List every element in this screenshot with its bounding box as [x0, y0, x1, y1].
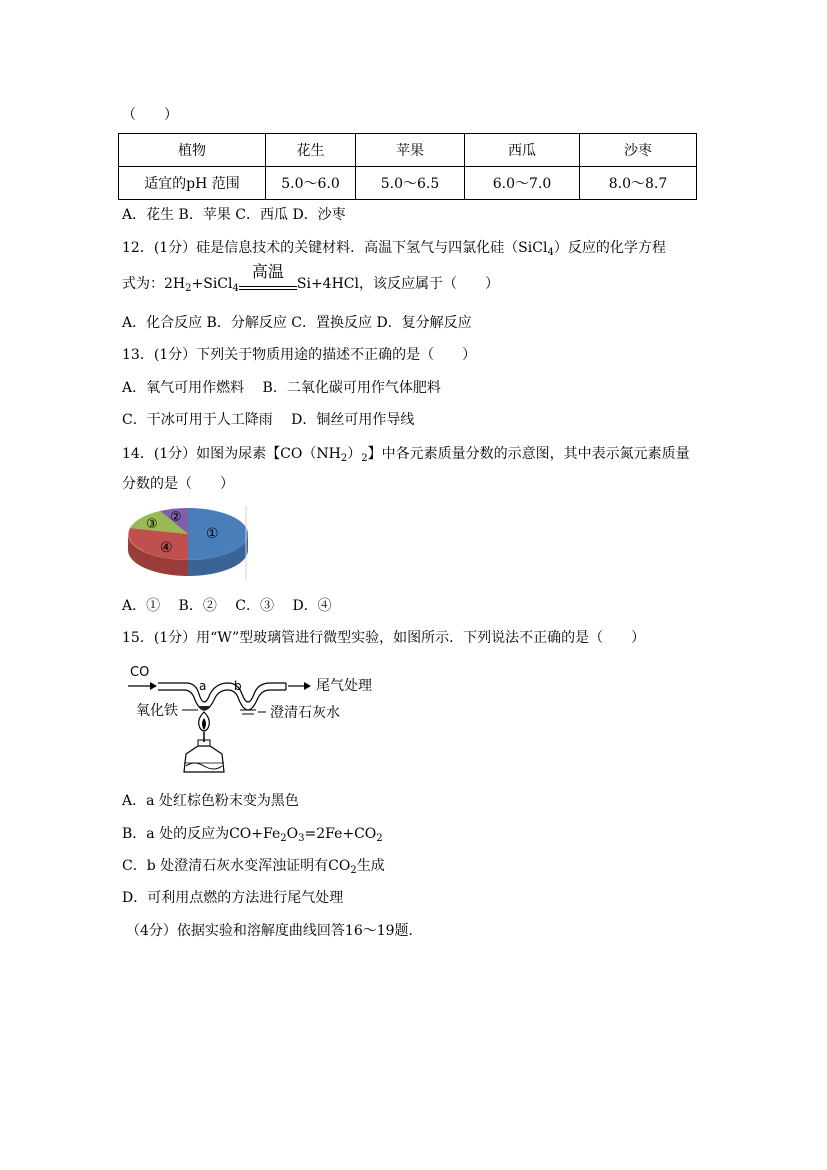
ph-table	[118, 133, 697, 200]
q15-stem: 15．(1分）用“W”型玻璃管进行微型实验，如图所示．下列说法不正确的是（ ）	[122, 630, 646, 646]
table-row	[119, 167, 697, 200]
urea-pie-chart	[124, 504, 254, 582]
q11-options: A．花生 B．苹果 C．西瓜 D．沙枣	[122, 207, 346, 223]
eq-sicl: +SiCl	[191, 276, 233, 292]
q13-stem: 13．(1分）下列关于物质用途的描述不正确的是（ ）	[122, 347, 477, 363]
optb-a: B．a 处的反应为CO+Fe	[122, 826, 281, 842]
pie-label-4: ④	[160, 540, 173, 556]
table-cell: 5.0～6.5	[356, 167, 465, 200]
pie-label-1: ①	[206, 526, 219, 542]
q12-equation-line	[122, 262, 499, 294]
section-note: （4分）依据实验和溶解度曲线回答16～19题．	[126, 923, 423, 939]
table-cell: 5.0～6.0	[266, 167, 356, 200]
q12-stem-line1	[122, 238, 666, 258]
subscript: 2	[280, 833, 287, 844]
subscript: 3	[298, 833, 305, 844]
subscript: 2	[350, 865, 357, 876]
table-cell: 8.0～8.7	[580, 167, 697, 200]
subscript: 4	[232, 283, 239, 294]
eq-products: Si+4HCl	[296, 276, 359, 292]
reaction-condition	[239, 262, 297, 294]
question-paren: （ ）	[122, 107, 178, 123]
eq-end: ，该反应属于（ ）	[358, 276, 499, 292]
q12-options: A．化合反应 B．分解反应 C．置换反应 D．复分解反应	[122, 315, 472, 331]
q14-text-b: ）	[347, 446, 362, 462]
pie-label-2: ②	[170, 510, 182, 525]
table-cell: 植物	[119, 134, 266, 167]
q14-stem-line1	[122, 444, 690, 464]
eq-prefix: 式为：2H	[122, 276, 186, 292]
fig-label-b: b	[234, 679, 242, 693]
fig-label-fe2o3: 氧化铁	[136, 703, 178, 719]
subscript: 2	[361, 453, 368, 464]
table-cell: 西瓜	[465, 134, 580, 167]
fig-label-a: a	[199, 679, 207, 693]
q15-option-a: A．a 处红棕色粉末变为黑色	[122, 793, 299, 809]
condition-text: 高温	[251, 262, 284, 281]
q13-options-cd: C．干冰可用于人工降雨 D．铜丝可用作导线	[122, 412, 415, 428]
pie-label-3: ③	[146, 517, 158, 532]
q12-text-end: ）反应的化学方程	[553, 240, 666, 256]
q13-options-ab: A．氧气可用作燃料 B．二氧化碳可用作气体肥料	[122, 380, 441, 396]
q14-text-c: 】中各元素质量分数的示意图，其中表示氮元素质量	[367, 446, 690, 462]
optc-a: C．b 处澄清石灰水变浑浊证明有CO	[122, 858, 351, 874]
optc-b: 生成	[356, 858, 385, 874]
table-cell: 沙枣	[580, 134, 697, 167]
q15-option-c	[122, 856, 385, 876]
w-tube-apparatus	[124, 660, 394, 776]
optb-b: O	[286, 826, 299, 842]
q15-option-d: D．可利用点燃的方法进行尾气处理	[122, 890, 344, 906]
q14-stem-line2: 分数的是（ ）	[122, 476, 234, 492]
subscript: 4	[547, 247, 554, 258]
fig-label-limewater: 澄清石灰水	[270, 705, 340, 721]
table-cell: 苹果	[356, 134, 465, 167]
subscript: 2	[376, 833, 383, 844]
subscript: 2	[340, 453, 348, 464]
table-cell: 适宜的pH 范围	[119, 167, 266, 200]
q14-options: A．① B．② C．③ D．④	[122, 598, 332, 614]
q14-text-a: 14．(1分）如图为尿素【CO（NH	[122, 446, 341, 462]
q12-text: 12．(1分）硅是信息技术的关键材料．高温下氢气与四氯化硅（SiCl	[122, 240, 548, 256]
q15-option-b	[122, 824, 383, 844]
table-cell: 花生	[266, 134, 356, 167]
table-row	[119, 134, 697, 167]
subscript: 2	[185, 283, 192, 294]
fig-label-exhaust: 尾气处理	[316, 678, 372, 694]
fig-label-co: CO	[130, 665, 150, 680]
table-cell: 6.0～7.0	[465, 167, 580, 200]
optb-c: =2Fe+CO	[304, 826, 377, 842]
